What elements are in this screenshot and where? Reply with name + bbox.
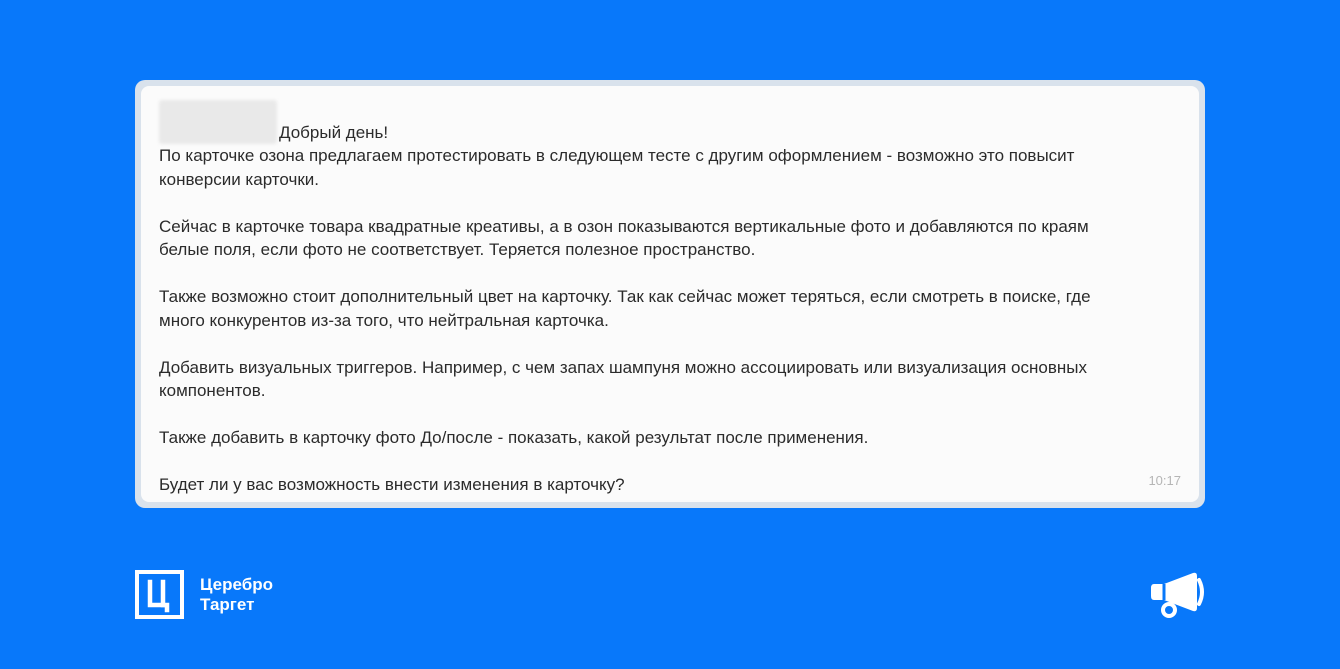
message-line: компонентов. [159,381,266,400]
message-bubble [141,86,1199,502]
message-line: белые поля, если фото не соответствует. Теряется полезное пространство. [159,240,756,259]
message-line: Добавить визуальных триггеров. Например, с чем запах шампуня можно ассоциировать или визуализация основных [159,357,1087,377]
brand-name-line1: Церебро [200,574,273,594]
message-line: конверсии карточки. [159,169,319,189]
message-timestamp: 10:17 [1148,473,1181,488]
message-line: Также добавить в карточку фото До/после - показать, какой результат после применения. [159,428,869,447]
paragraph-gap [159,450,1181,474]
paragraph-gap [159,403,1181,427]
paragraph-gap [159,191,1181,215]
tsere-brand-logo-icon [135,570,184,619]
paragraph-gap [159,332,1181,356]
message-line: много конкурентов из-за того, что нейтральная карточка. [159,310,609,330]
brand-name-line2: Таргет [200,594,255,614]
greeting-row [159,98,1181,144]
brand-name [200,575,273,615]
message-body [159,144,1181,497]
greeting-text: Добрый день! [279,123,389,142]
message-line: Будет ли у вас возможность внести изменения в карточку? [159,475,625,494]
blurred-sender-name [159,100,277,144]
paragraph-gap [159,262,1181,286]
message-line: По карточке озона предлагаем протестировать в следующем тесте с другим оформлением - возможно это повысит [159,146,1075,165]
message-card [135,80,1205,508]
megaphone-icon [1148,570,1206,620]
message-line: Также возможно стоит дополнительный цвет на карточку. Так как сейчас может теряться, если смотреть в поиске, где [159,287,1091,306]
brand-block [135,570,273,619]
message-line: Сейчас в карточке товара квадратные креативы, а в озон показываются вертикальные фото и добавляются по краям [159,216,1089,236]
